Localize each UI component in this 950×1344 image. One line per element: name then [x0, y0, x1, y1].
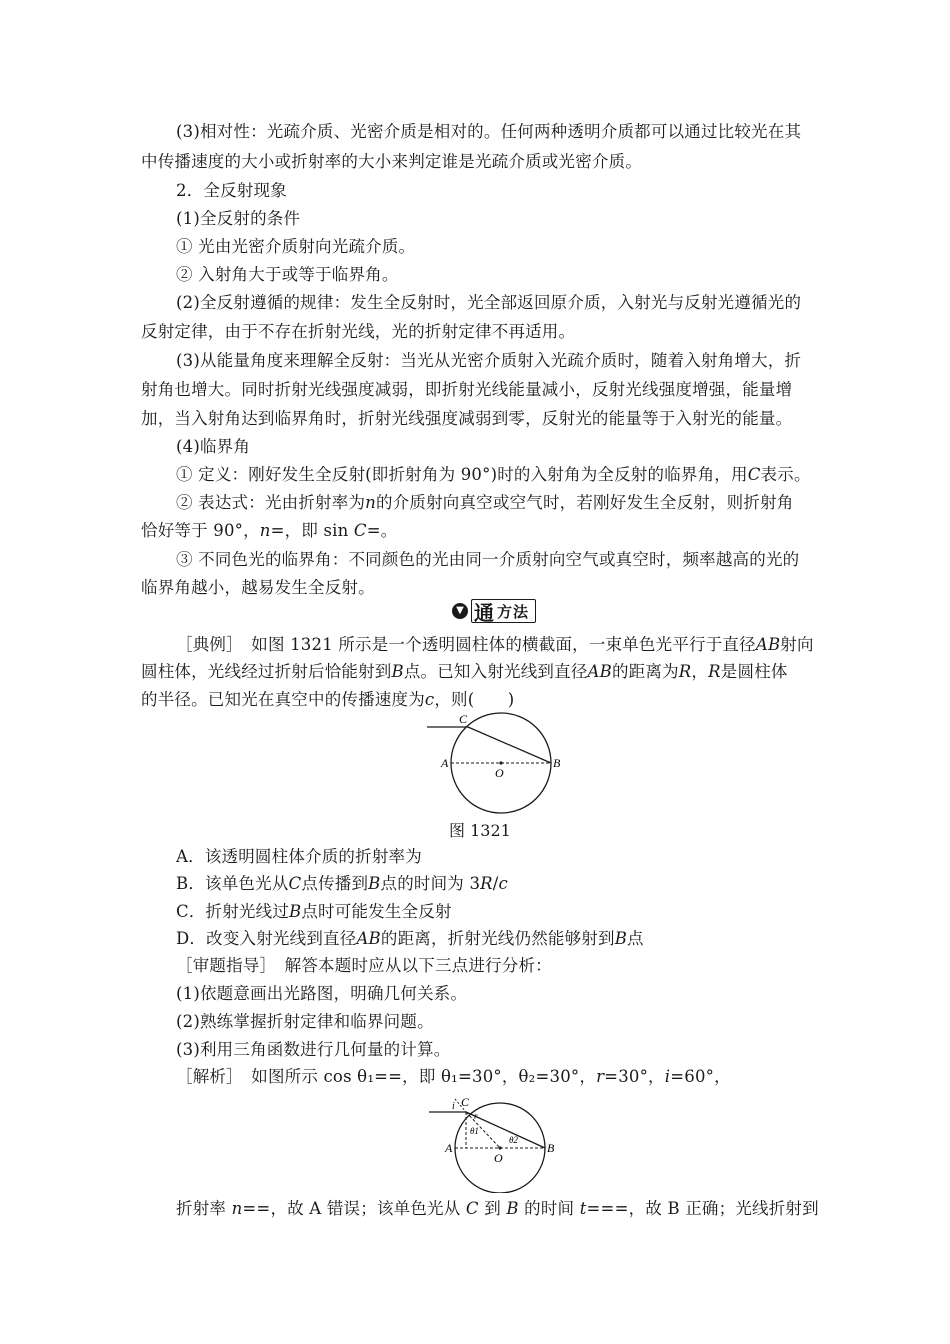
banner-label: 通 方法: [471, 599, 536, 623]
text-line: ② 表达式：光由折射率为n的介质射向真空或空气时，若刚好发生全反射，则折射角: [176, 493, 794, 512]
example-line: 圆柱体，光线经过折射后恰能射到B点。已知入射光线到直径AB的距离为R，R是圆柱体: [141, 662, 788, 681]
label-c: C: [461, 1095, 470, 1109]
text-line: 加，当入射角达到临界角时，折射光线强度减弱到零，反射光的能量等于入射光的能量。: [141, 409, 793, 428]
guide-item: (2)熟练掌握折射定律和临界问题。: [176, 1012, 434, 1031]
text-line: (2)全反射遵循的规律：发生全反射时，光全部返回原介质，入射光与反射光遵循光的: [176, 293, 802, 312]
example-line: ［典例］ 如图 1321 所示是一个透明圆柱体的横截面，一束单色光平行于直径AB射向: [176, 635, 814, 654]
guide-heading: ［审题指导］ 解答本题时应从以下三点进行分析：: [176, 956, 552, 975]
figure-circle-diagram: [425, 710, 565, 815]
label-c: C: [459, 712, 468, 726]
label-theta1: θ1: [470, 1126, 479, 1136]
text-line: 临界角越小，越易发生全反射。: [141, 578, 375, 597]
text-line: ② 入射角大于或等于临界角。: [176, 265, 399, 284]
label-o: O: [494, 1151, 503, 1165]
refracted-ray: [468, 727, 551, 763]
text-line: 中传播速度的大小或折射率的大小来判定谁是光疏介质或光密介质。: [141, 152, 642, 171]
analysis-line: 折射率 n==，故 A 错误；该单色光从 C 到 B 的时间 t===，故 B 正确；光线折射到: [176, 1199, 819, 1218]
figure-refraction-diagram: [425, 1093, 565, 1193]
label-theta2: θ2: [509, 1135, 518, 1145]
option-a: A．该透明圆柱体介质的折射率为: [176, 847, 422, 866]
center-dot: [499, 761, 502, 764]
label-i: i: [452, 1101, 455, 1112]
example-line: 的半径。已知光在真空中的传播速度为c，则( ): [141, 690, 515, 709]
guide-item: (3)利用三角函数进行几何量的计算。: [176, 1040, 451, 1059]
method-banner: [452, 599, 536, 623]
option-d: D．改变入射光线到直径AB的距离，折射光线仍然能够射到B点: [176, 929, 644, 948]
text-line: 射角也增大。同时折射光线强度减弱，即折射光线能量减小，反射光线强度增强，能量增: [141, 380, 793, 399]
text-line: 反射定律，由于不存在折射光线，光的折射定律不再适用。: [141, 322, 576, 341]
text-line: (3)相对性：光疏介质、光密介质是相对的。任何两种透明介质都可以通过比较光在其: [176, 122, 802, 141]
label-o: O: [495, 766, 504, 780]
triangle-down-icon: ▼: [452, 603, 468, 619]
text-line: (3)从能量角度来理解全反射：当光从光密介质射入光疏介质时，随着入射角增大，折: [176, 351, 802, 370]
analysis-line: ［解析］ 如图所示 cos θ₁==，即 θ₁=30°，θ₂=30°，r=30°，i=60°，: [176, 1067, 731, 1086]
subsection-heading: (1)全反射的条件: [176, 209, 301, 228]
section-heading: 2．全反射现象: [176, 181, 287, 200]
figure-caption: 图 1321: [449, 821, 511, 840]
text-line: ③ 不同色光的临界角：不同颜色的光由同一介质射向空气或真空时，频率越高的光的: [176, 550, 800, 569]
option-b: B．该单色光从C点传播到B点的时间为 3R/c: [176, 874, 508, 893]
subsection-heading: (4)临界角: [176, 437, 251, 456]
guide-item: (1)依题意画出光路图，明确几何关系。: [176, 984, 468, 1003]
label-r: r: [474, 1111, 478, 1121]
text-line: 恰好等于 90°，n=，即 sin C=。: [141, 521, 398, 540]
label-b: B: [547, 1141, 555, 1155]
label-b: B: [553, 756, 561, 770]
label-a: A: [441, 756, 449, 770]
center-dot: [498, 1146, 501, 1149]
text-line: ① 定义：刚好发生全反射(即折射角为 90°)时的入射角为全反射的临界角，用C表示。: [176, 465, 811, 484]
text-line: ① 光由光密介质射向光疏介质。: [176, 237, 416, 256]
option-c: C．折射光线过B点时可能发生全反射: [176, 902, 452, 921]
label-a: A: [445, 1141, 453, 1155]
